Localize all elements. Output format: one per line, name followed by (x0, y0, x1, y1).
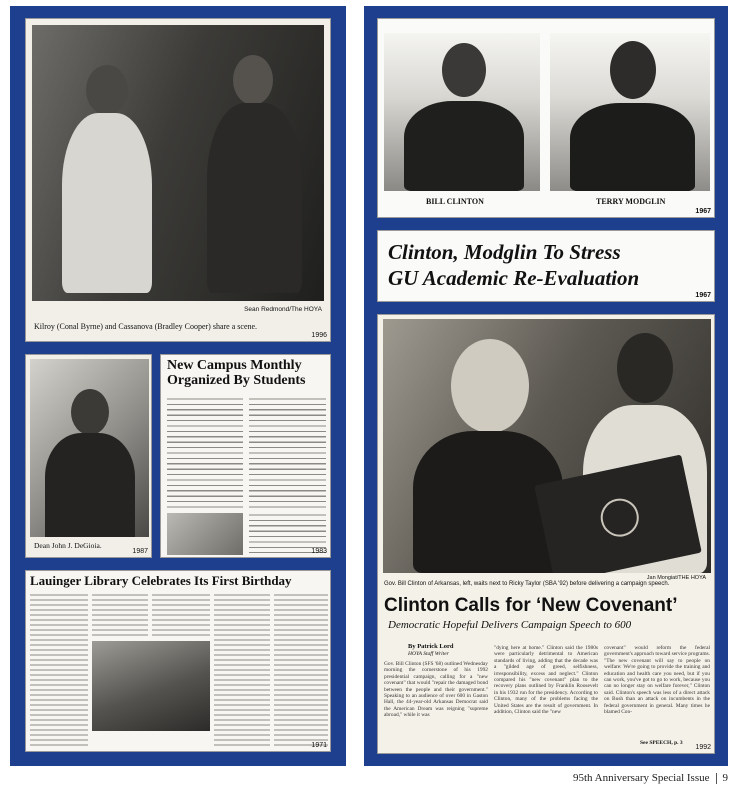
monthly-text-col1 (167, 397, 243, 509)
library-text-col2 (92, 593, 148, 637)
degioia-caption: Dean John J. DeGioia. (34, 541, 102, 550)
library-text-col4 (214, 593, 270, 749)
theater-photo-credit: Sean Redmond/The HOYA (244, 306, 322, 313)
library-text-col5 (274, 593, 328, 749)
degioia-clipping (25, 354, 152, 558)
library-headline: Lauinger Library Celebrates Its First Birthday (30, 573, 292, 588)
monthly-text-col3 (249, 513, 326, 553)
monthly-photo (167, 513, 243, 555)
footer-divider (716, 773, 717, 784)
monthly-year: 1983 (311, 548, 327, 555)
seal-icon (597, 495, 642, 540)
theater-photo (32, 25, 324, 301)
headline-1967-line1: Clinton, Modglin To Stress (388, 240, 621, 264)
covenant-text-col3: covenant" would reform the federal government's approach toward service programs. "The new covenant will say to people on welfare: We're going to provide the training and education and health care you need, but if you can work, you've got to go to work, because you can no longer stay on welfare forever," Clinton said. Clinton's speech was less of a direct attack on Bush than an attack on incumbents in the federal government in general. Many times he blamed Con- (604, 645, 710, 716)
covenant-byline-role: HOYA Staff Writer (408, 651, 449, 657)
headline-1967-line2: GU Academic Re-Evaluation (388, 266, 640, 290)
actor-right-figure (207, 55, 302, 295)
clinton-portrait (384, 33, 540, 191)
portraits-year: 1967 (695, 208, 711, 215)
headline-1967-clipping (377, 230, 715, 302)
theater-year: 1996 (311, 332, 327, 339)
theater-caption: Kilroy (Conal Byrne) and Cassanova (Bradley Cooper) share a scene. (34, 322, 258, 331)
library-year: 1971 (311, 742, 327, 749)
covenant-photo-credit: Jan Mongiat/THE HOYA (646, 575, 706, 581)
theater-clipping (25, 18, 331, 342)
page-number: 9 (722, 772, 728, 784)
headline-1967-year: 1967 (695, 292, 711, 299)
monthly-headline: New Campus Monthly Organized By Students (167, 358, 306, 388)
issue-title: 95th Anniversary Special Issue (572, 772, 710, 784)
monthly-clipping (160, 354, 331, 558)
portraits-clipping (377, 18, 715, 218)
library-clipping (25, 570, 331, 752)
covenant-clipping (377, 314, 715, 754)
degioia-year: 1987 (132, 548, 148, 555)
monthly-text-col2 (249, 397, 326, 509)
covenant-text-col2: "dying here at home." Clinton said the 1980s were particularly detrimental to American standards of living, adding that the decade was a "gilded age of greed, selfishness, irresponsibility, excess and neglect." Clinton compared his "new covenant" plan to the recovery plans outlined by Franklin Roosevelt in his 1932 run for the presidency. According to Clinton, many of the problems facing the United States are the result of government. In addition, Clinton said the "new (494, 645, 598, 716)
covenant-text-col1: Gov. Bill Clinton (SFS '68) outlined Wednesday morning the cornerstone of his 1992 presidential campaign, calling for a "new covenant" that would "repair the damaged bond between the people and their government." Speaking to an audience of over 600 in Gaston Hall, the 44-year-old Arkansas Democrat said the American Dream was reigning "supreme abroad," while it was (384, 661, 488, 719)
page-footer (573, 772, 728, 784)
covenant-year: 1992 (695, 744, 711, 751)
covenant-subhead: Democratic Hopeful Delivers Campaign Speech to 600 (388, 619, 632, 631)
covenant-photo (383, 319, 711, 573)
library-text-col1 (30, 593, 88, 749)
covenant-caption: Gov. Bill Clinton of Arkansas, left, waits next to Ricky Taylor (SBA '92) before delivering a campaign speech. (384, 581, 670, 587)
covenant-headline: Clinton Calls for ‘New Covenant’ (384, 595, 678, 616)
library-photo (92, 641, 210, 731)
actor-left-figure (62, 65, 152, 295)
covenant-continued: See SPEECH, p. 3 (640, 740, 683, 746)
modglin-name-label: TERRY MODGLIN (596, 197, 666, 206)
covenant-byline: By Patrick Lord (408, 643, 454, 650)
library-text-col3 (152, 593, 210, 637)
clinton-name-label: BILL CLINTON (426, 197, 484, 206)
modglin-portrait (550, 33, 710, 191)
degioia-photo (30, 359, 149, 537)
clinton-figure (413, 339, 563, 573)
